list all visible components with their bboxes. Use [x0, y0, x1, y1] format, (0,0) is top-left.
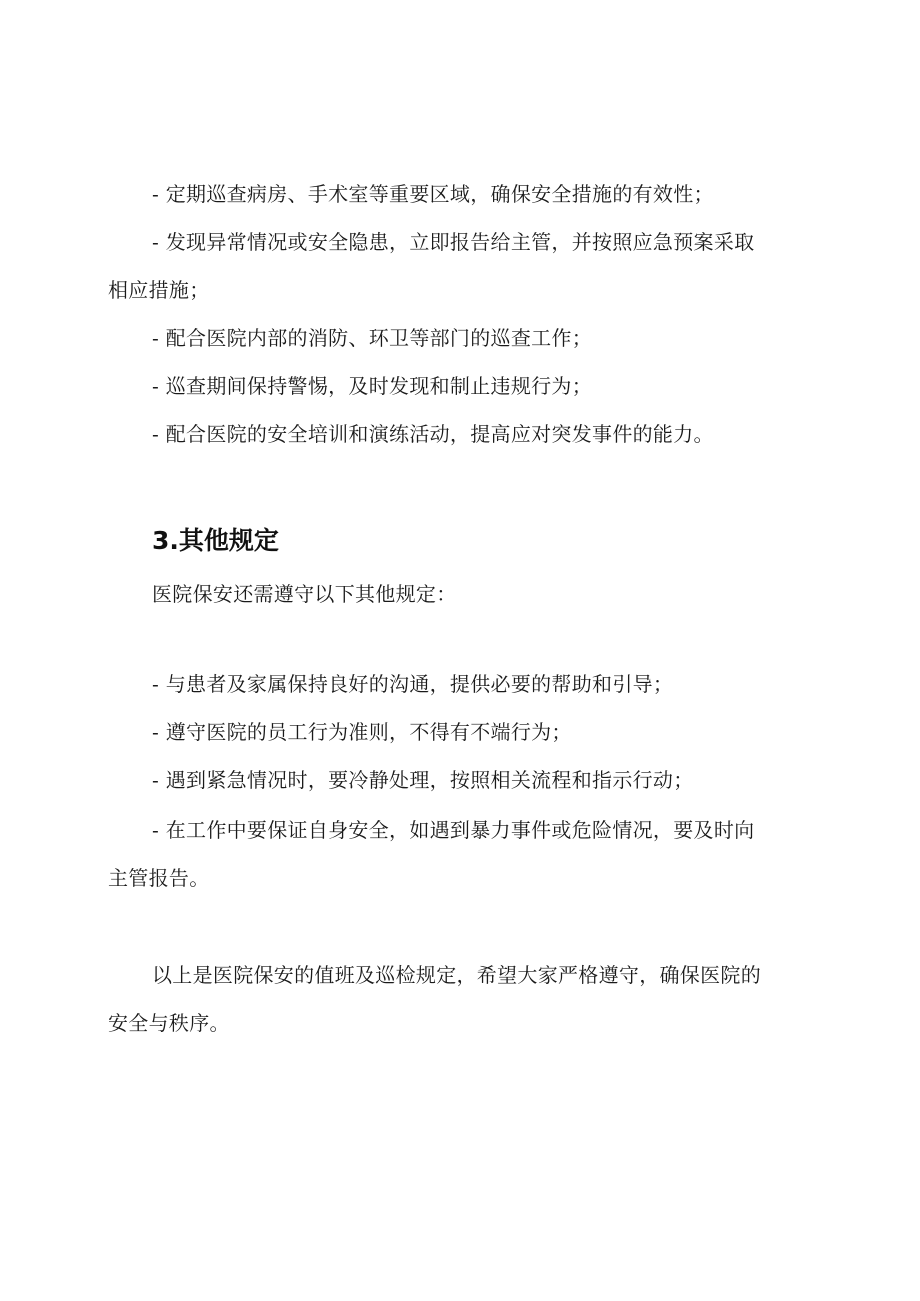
patrol-item-5: - 配合医院的安全培训和演练活动，提高应对突发事件的能力。 [152, 422, 714, 446]
section-heading-other-rules: 3.其他规定 [152, 526, 279, 555]
patrol-item-2-continued: 相应措施； [108, 278, 210, 302]
patrol-item-1: - 定期巡查病房、手术室等重要区域，确保安全措施的有效性； [152, 182, 714, 206]
other-rules-intro: 医院保安还需遵守以下其他规定： [152, 582, 457, 606]
other-rule-item-3: - 遇到紧急情况时，要冷静处理，按照相关流程和指示行动； [152, 768, 694, 792]
conclusion-line-2: 安全与秩序。 [108, 1011, 230, 1035]
other-rule-item-1: - 与患者及家属保持良好的沟通，提供必要的帮助和引导； [152, 672, 674, 696]
patrol-item-4: - 巡查期间保持警惕，及时发现和制止违规行为； [152, 374, 593, 398]
other-rule-item-2: - 遵守医院的员工行为准则，不得有不端行为； [152, 720, 572, 744]
conclusion-line-1: 以上是医院保安的值班及巡检规定，希望大家严格遵守，确保医院的 [152, 963, 761, 987]
patrol-item-3: - 配合医院内部的消防、环卫等部门的巡查工作； [152, 326, 593, 350]
patrol-item-2: - 发现异常情况或安全隐患，立即报告给主管，并按照应急预案采取 [152, 230, 755, 254]
other-rule-item-4: - 在工作中要保证自身安全，如遇到暴力事件或危险情况，要及时向 [152, 818, 755, 842]
other-rule-item-4-continued: 主管报告。 [108, 866, 210, 890]
